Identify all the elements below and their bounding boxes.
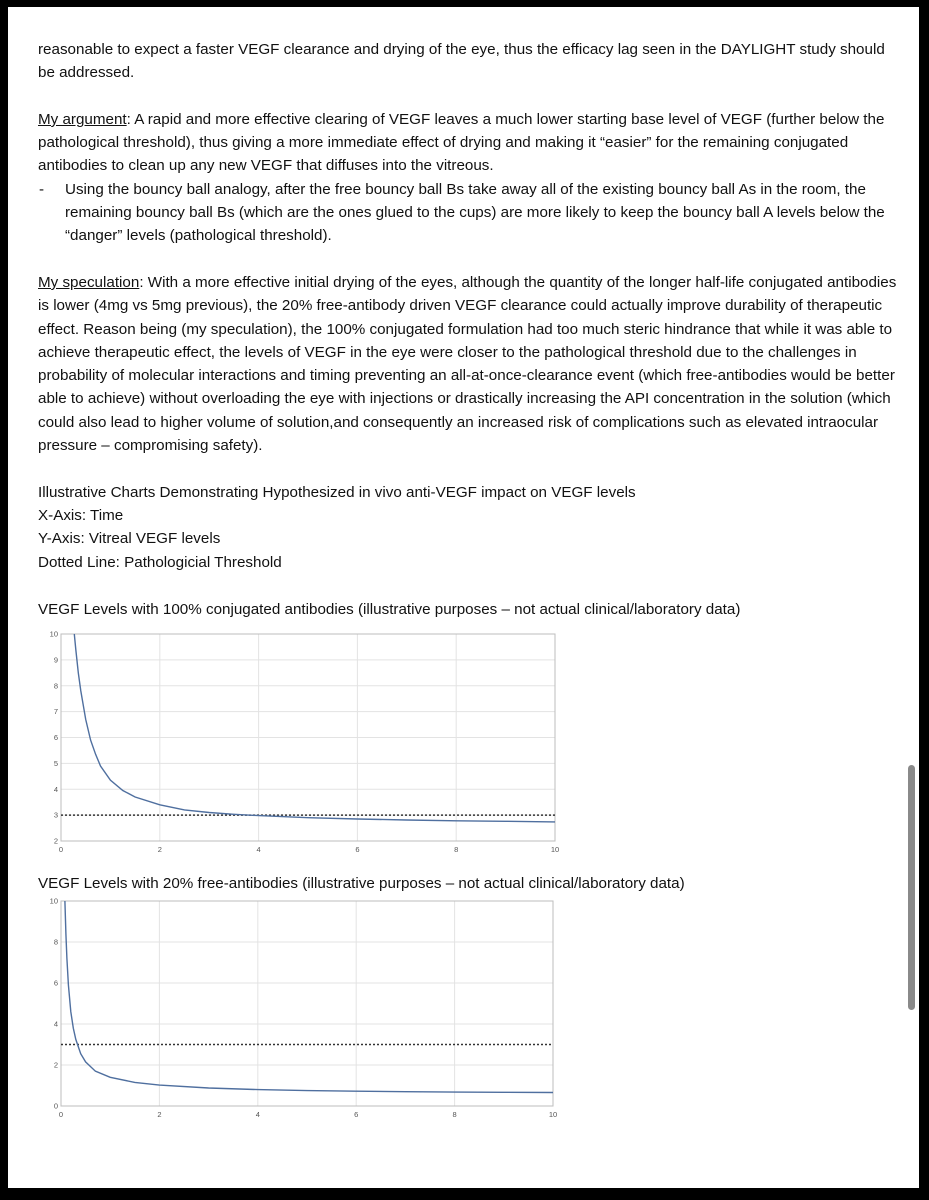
chart2-title: VEGF Levels with 20% free-antibodies (illustrative purposes – not actual clinical/laboratory data) <box>38 875 685 892</box>
document-body <box>38 38 898 574</box>
argument-label: My argument <box>38 110 127 128</box>
x-tick-label: 2 <box>157 1110 162 1119</box>
y-tick-label: 8 <box>53 937 58 947</box>
bullet-dash: - <box>39 180 45 198</box>
list-item <box>38 178 898 248</box>
plot-frame <box>61 901 553 1106</box>
series-line <box>74 634 555 822</box>
y-tick-label: 6 <box>53 978 58 988</box>
x-tick-label: 2 <box>157 845 162 854</box>
x-tick-label: 8 <box>452 1110 457 1119</box>
y-tick-label: 9 <box>53 655 58 665</box>
y-tick-label: 5 <box>53 758 58 768</box>
speculation-text: : With a more effective initial drying of the eyes, although the quantity of the longer half-life conjugated antibodies is lower (4mg vs 5mg previous), the 20% free-antibody driven VEGF clearance could actually improve durability of therapeutic effect. Reason being (my speculation), the 100% conjugated formulation had too much steric hindrance that while it was able to achieve therapeutic effect, the levels of VEGF in the eye were closer to the pathological threshold due to the challenges in probability of molecular interactions and timing preventing an all-at-once-clearance event (which free-antibodies would be better able to achieve) without overloading the eye with injections or drastically increasing the API concentration in the solution (which could also lead to higher volume of solution,and consequently an increased risk of complications such as elevated intraocular pressure – compromising safety). <box>38 273 897 455</box>
x-tick-label: 6 <box>355 845 360 854</box>
x-tick-label: 4 <box>255 1110 260 1119</box>
x-tick-label: 8 <box>454 845 459 854</box>
x-tick-label: 10 <box>548 1110 558 1119</box>
y-tick-label: 6 <box>53 733 58 742</box>
y-tick-label: 4 <box>53 1019 58 1029</box>
series-line <box>65 901 553 1093</box>
scrollbar-thumb[interactable] <box>908 765 915 1010</box>
x-tick-label: 6 <box>354 1110 359 1119</box>
y-tick-label: 7 <box>53 707 58 717</box>
x-tick-label: 10 <box>550 845 560 854</box>
y-tick-label: 2 <box>53 1060 58 1070</box>
argument-text: : A rapid and more effective clearing of VEGF leaves a much lower starting base level of VEGF (further below the pathological threshold), thus giving a more immediate effect of drying and making it “easier” for the remaining conjugated antibodies to clean up any new VEGF that diffuses into the vitreous. <box>38 110 885 175</box>
scrollbar[interactable] <box>908 7 917 1188</box>
y-tick-label: 4 <box>53 784 58 794</box>
chart-conjugated <box>30 621 570 853</box>
chart-intro-line: Illustrative Charts Demonstrating Hypothesized in vivo anti-VEGF impact on VEGF levels <box>38 483 636 501</box>
y-tick-label: 3 <box>53 810 58 820</box>
x-tick-label: 4 <box>256 845 261 854</box>
bullet-text: Using the bouncy ball analogy, after the free bouncy ball Bs take away all of the existing bouncy ball As in the room, the remaining bouncy ball Bs (which are the ones glued to the cups) are more likely to keep the bouncy ball A levels below the “danger” levels (pathological threshold). <box>65 180 885 245</box>
y-tick-label: 2 <box>53 836 58 846</box>
chart-free-antibodies <box>30 895 570 1120</box>
y-tick-label: 8 <box>53 681 58 691</box>
x-axis-description: X-Axis: Time <box>38 506 124 524</box>
intro-paragraph: reasonable to expect a faster VEGF clearance and drying of the eye, thus the efficacy lag seen in the DAYLIGHT study should be addressed. <box>38 41 885 82</box>
x-tick-label: 0 <box>58 845 64 854</box>
threshold-description: Dotted Line: Pathologicial Threshold <box>38 553 282 571</box>
speculation-paragraph <box>38 271 898 457</box>
y-tick-label: 10 <box>49 629 58 639</box>
argument-paragraph <box>38 108 898 178</box>
y-axis-description: Y-Axis: Vitreal VEGF levels <box>38 530 221 548</box>
speculation-label: My speculation <box>38 273 140 291</box>
y-tick-label: 10 <box>49 896 58 906</box>
document-page <box>8 7 919 1188</box>
x-tick-label: 0 <box>58 1110 64 1119</box>
y-tick-label: 0 <box>53 1101 58 1111</box>
chart1-title: VEGF Levels with 100% conjugated antibodies (illustrative purposes – not actual clinical/laboratory data) <box>38 601 741 618</box>
